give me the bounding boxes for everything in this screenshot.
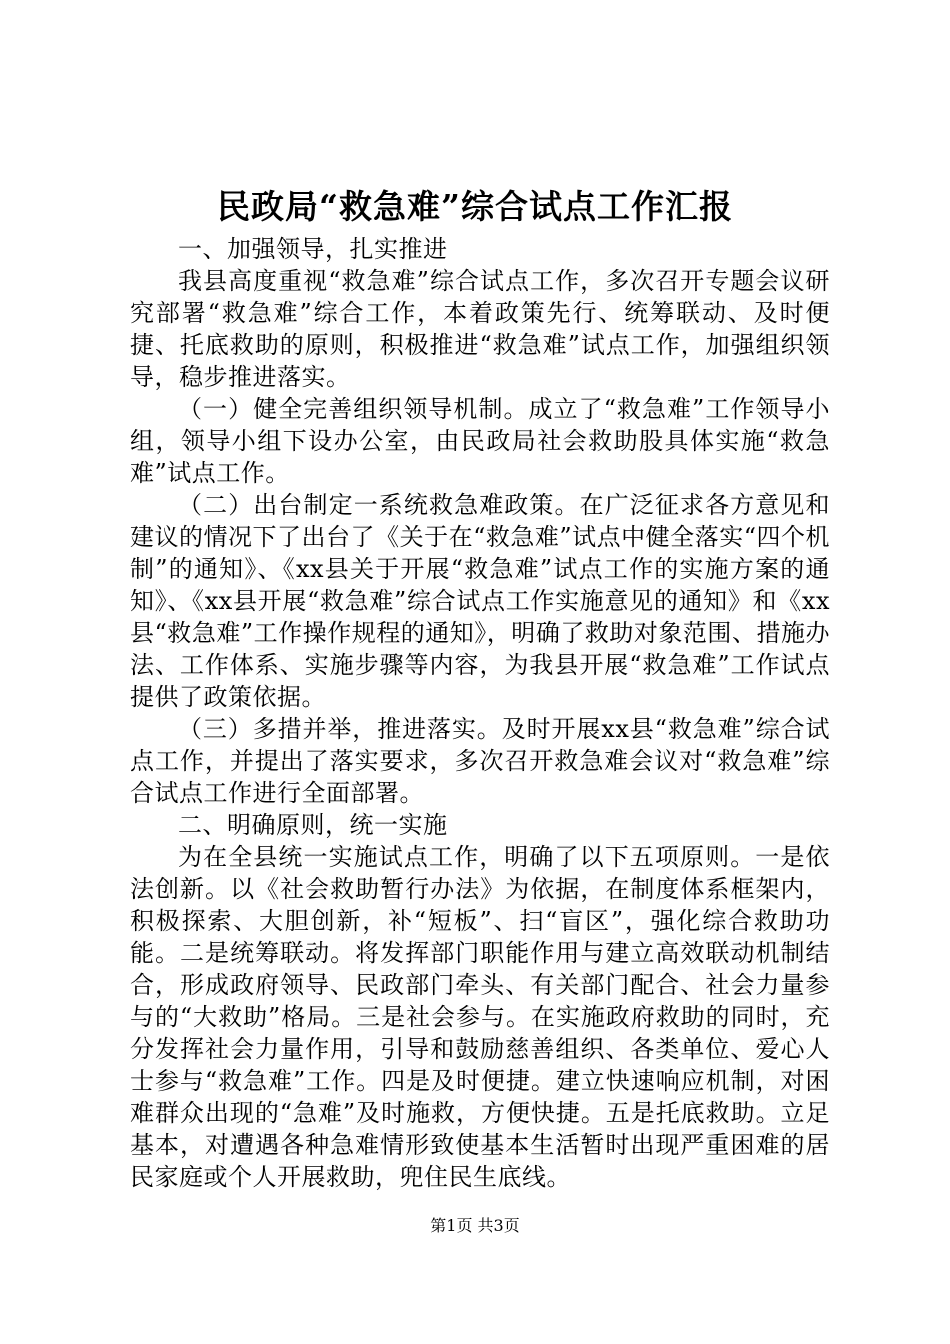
section-2-heading: 二、明确原则，统一实施 <box>178 811 448 839</box>
section-2-body-paragraph: 为在全县统一实施试点工作，明确了以下五项原则。一是依法创新。以《社会救助暂行办法》为依据，在制度体系框架内，积极探索、大胆创新，补“短板”、扫“盲区”，强化综合救助功能。二是统筹联动。将发挥部门职能作用与建立高效联动机制结合，形成政府领导、民政部门牵头、有关部门配合、社会力量参与的“大救助”格局。三是社会参与。在实施政府救助的同时，充分发挥社会力量作用，引导和鼓励慈善组织、各类单位、爱心人士参与“救急难”工作。四是及时便捷。建立快速响应机制，对困难群众出现的“急难”及时施救，方便快捷。五是托底救助。立足基本，对遭遇各种急难情形致使基本生活暂时出现严重困难的居民家庭或个人开展救助，兜住民生底线。 <box>130 843 830 1191</box>
document-body <box>130 233 830 1193</box>
page-footer: 第1页 共3页 <box>430 1216 520 1235</box>
section-1-item-1-paragraph: （一）健全完善组织领导机制。成立了“救急难”工作领导小组，领导小组下设办公室，由民政局社会救助股具体实施“救急难”试点工作。 <box>130 395 830 487</box>
section-1-item-2-paragraph: （二）出台制定一系统救急难政策。在广泛征求各方意见和建议的情况下了出台了《关于在“救急难”试点中健全落实“四个机制”的通知》、《xx县关于开展“救急难”试点工作的实施方案的通知》、《xx县开展“救急难”综合试点工作实施意见的通知》和《xx县“救急难”工作操作规程的通知》，明确了救助对象范围、措施办法、工作体系、实施步骤等内容，为我县开展“救急难”工作试点提供了政策依据。 <box>130 491 830 711</box>
document-title: 民政局“救急难”综合试点工作汇报 <box>217 187 733 226</box>
section-1-heading: 一、加强领导，扎实推进 <box>178 235 448 263</box>
section-1-item-3-paragraph: （三）多措并举，推进落实。及时开展xx县“救急难”综合试点工作，并提出了落实要求，多次召开救急难会议对“救急难”综合试点工作进行全面部署。 <box>130 715 830 807</box>
section-1-intro-paragraph: 我县高度重视“救急难”综合试点工作，多次召开专题会议研究部署“救急难”综合工作，本着政策先行、统筹联动、及时便捷、托底救助的原则，积极推进“救急难”试点工作，加强组织领导，稳步推进落实。 <box>130 267 830 391</box>
